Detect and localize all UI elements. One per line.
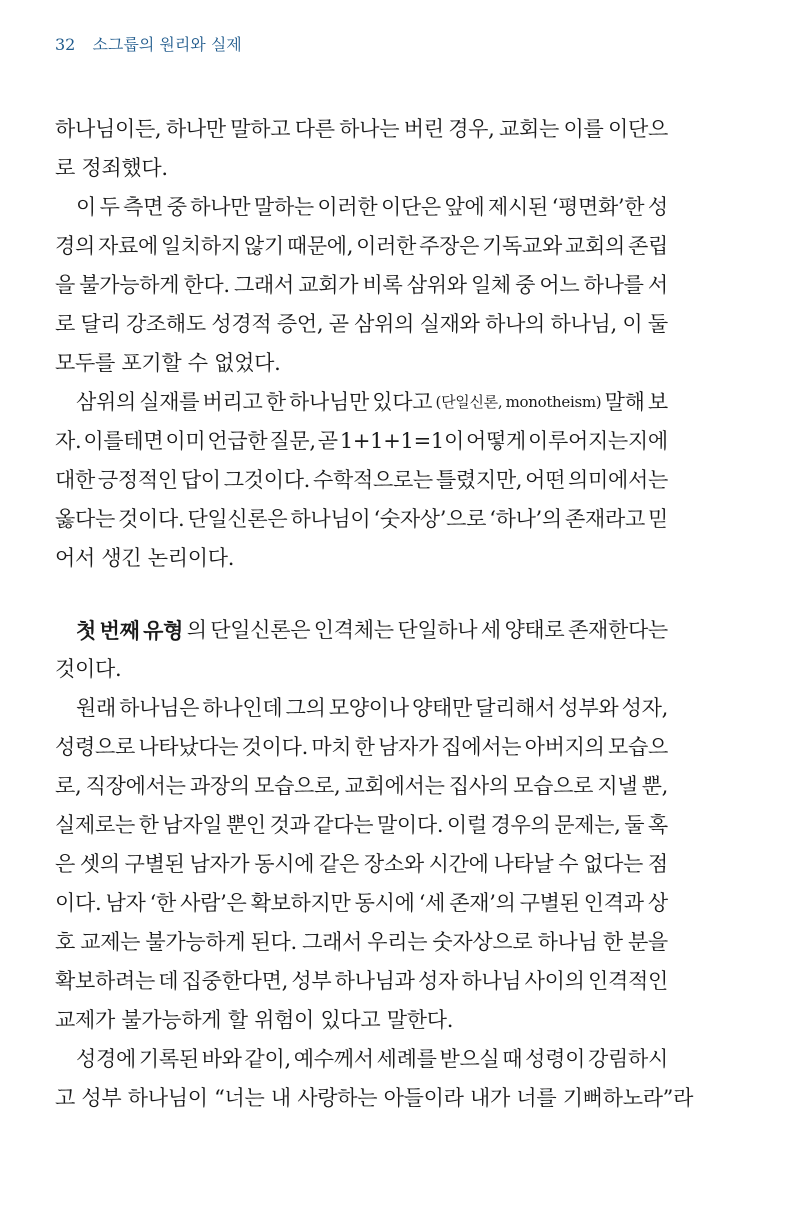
word: 기록된 — [138, 1047, 199, 1071]
word: 양태만 — [412, 696, 472, 720]
word: 의 — [186, 618, 207, 642]
word: 것이다. — [55, 657, 122, 681]
word: 이루어지는지에 — [527, 429, 668, 453]
word: 뿐인 — [225, 813, 266, 837]
word: 한 — [265, 390, 286, 414]
word: 같이, — [244, 1047, 291, 1071]
word: 내 — [270, 1086, 291, 1110]
word: 사이의 — [524, 969, 585, 993]
word: 생긴 — [101, 546, 142, 570]
word: 이를테면 — [83, 429, 164, 453]
word: 한 — [354, 735, 375, 759]
word: 교회가 — [298, 273, 359, 297]
word: 구별된 — [124, 852, 185, 876]
word: 서 — [647, 273, 668, 297]
word: 성경적 — [211, 312, 272, 336]
word: 기뻐하노라”라 — [562, 1086, 694, 1110]
word: 수 — [558, 852, 579, 876]
word: 집에서는 — [441, 735, 522, 759]
text-line — [55, 650, 668, 689]
word: 버린 — [403, 117, 444, 141]
word: 로 — [55, 312, 75, 336]
word: 하나님만 — [289, 390, 369, 414]
word: 모습으로, — [254, 774, 341, 798]
word: 교회의 — [565, 234, 625, 258]
word: 분을 — [627, 930, 668, 954]
paragraph — [55, 689, 668, 1040]
word: 경우, — [448, 117, 495, 141]
word: 하나의 — [485, 312, 546, 336]
word: 이 — [622, 312, 643, 336]
word: 성부와 — [558, 696, 619, 720]
word: 성부 — [291, 969, 332, 993]
word: 하나님이든, — [55, 117, 162, 141]
word: 불가능하게 — [145, 930, 246, 954]
word: 자. — [55, 429, 82, 453]
word: 주장은 — [419, 234, 480, 258]
word: 경의 — [55, 234, 95, 258]
word: 이러한 — [356, 234, 417, 258]
word: 긍정적인 — [97, 468, 178, 492]
word: 구별된 — [519, 891, 580, 915]
word: 이단으 — [608, 117, 668, 141]
word: 성자, — [621, 696, 668, 720]
paragraph — [55, 110, 668, 188]
word: 모양이나 — [328, 696, 409, 720]
word: 우리는 — [367, 930, 428, 954]
word: 둘 — [647, 312, 668, 336]
word: 고 — [55, 1086, 75, 1110]
running-title: 소그룹의 원리와 실제 — [92, 35, 242, 54]
word: 성령으로 — [55, 735, 135, 759]
word: 답이 — [180, 468, 221, 492]
word: 존재’의 — [449, 891, 516, 915]
word: 버리고 — [202, 390, 263, 414]
word: 받으실 — [439, 1047, 500, 1071]
word: 일치하지 — [160, 234, 241, 258]
word: 중 — [515, 273, 536, 297]
word: 마치 — [311, 735, 352, 759]
text-line — [55, 227, 668, 266]
word: 삼위와 — [406, 273, 467, 297]
word: 기독교와 — [482, 234, 563, 258]
word: 하나만 — [190, 195, 251, 219]
word: 실재와 — [419, 312, 480, 336]
word: 바와 — [201, 1047, 242, 1071]
word: 증언, — [276, 312, 324, 336]
text-line — [55, 1001, 668, 1040]
text-line — [55, 305, 668, 344]
word: 하나님과 — [334, 969, 415, 993]
word: 교회는 — [499, 117, 560, 141]
section-gap — [55, 578, 668, 611]
text-line — [55, 266, 668, 305]
text-line — [55, 500, 668, 539]
word: 옳다는 — [55, 507, 115, 531]
word: 언급한 — [207, 429, 268, 453]
word: 보 — [647, 390, 668, 414]
page-number: 32 — [55, 35, 76, 54]
word: 실제로는 — [55, 813, 135, 837]
word: (단일신론, — [435, 393, 503, 411]
word: monotheism) — [505, 393, 602, 411]
text-line — [55, 344, 668, 383]
body-text — [55, 110, 694, 1118]
word: 존재한다는 — [567, 618, 668, 642]
word: 아버지의 — [524, 735, 605, 759]
word: 하나는 — [339, 117, 400, 141]
word: 말하는 — [253, 195, 314, 219]
word: 직장에서는 — [85, 774, 186, 798]
word: 1+1+1=1이 — [339, 429, 464, 453]
word: 같다는 — [313, 813, 374, 837]
word: 어서 — [55, 546, 95, 570]
word: 이 — [76, 195, 96, 219]
word: 뿐, — [641, 774, 668, 798]
word: 나타났다는 — [138, 735, 239, 759]
word: 질문, — [269, 429, 316, 453]
word: ‘숫자상’으로 — [373, 507, 487, 531]
word: 강조해도 — [125, 312, 206, 336]
word: 사람’은 — [180, 891, 247, 915]
text-line — [55, 188, 668, 227]
word: ‘평면화’한 — [551, 195, 645, 219]
word: 그래서 — [234, 273, 295, 297]
word: 성경에 — [76, 1047, 136, 1071]
word: 하나인데 — [202, 696, 283, 720]
word: 상 — [647, 891, 668, 915]
word: 어느 — [539, 273, 580, 297]
text-line — [55, 767, 668, 806]
word: 확보하지만 — [250, 891, 351, 915]
word: 말한다. — [386, 1008, 454, 1032]
word: 하나님은 — [119, 696, 200, 720]
word: 원래 — [76, 696, 116, 720]
word: 비록 — [362, 273, 403, 297]
text-line — [55, 689, 668, 728]
text-line — [55, 1040, 668, 1079]
word: 남자가 — [378, 735, 438, 759]
text-line — [55, 1079, 694, 1118]
word: 모두를 — [55, 351, 115, 375]
word: 이다. — [55, 891, 102, 915]
word: 이를 — [563, 117, 604, 141]
word: 예수께서 — [293, 1047, 374, 1071]
word: 호 — [55, 930, 75, 954]
word: ‘세 — [418, 891, 446, 915]
running-header — [55, 32, 242, 55]
word: 것이다. — [118, 507, 185, 531]
text-line — [55, 461, 668, 500]
word: 때 — [502, 1047, 523, 1071]
text-line — [55, 149, 668, 188]
word: “너는 — [214, 1086, 265, 1110]
word: 하나님이 — [127, 1086, 208, 1110]
word: 중 — [166, 195, 187, 219]
word: 할 — [227, 1008, 248, 1032]
word: 단일하나 — [397, 618, 478, 642]
word: 대한 — [55, 468, 95, 492]
word: 지낼 — [597, 774, 638, 798]
word: 않기 — [243, 234, 284, 258]
word: 것이다. — [241, 735, 308, 759]
word: 하나님, — [550, 312, 617, 336]
word: 이러한 — [317, 195, 378, 219]
word: 존립 — [627, 234, 668, 258]
word: 시간에 — [428, 852, 489, 876]
word: 동시에 — [254, 852, 315, 876]
text-line — [55, 383, 668, 422]
word: 달리해서 — [475, 696, 556, 720]
word: 내가 — [470, 1086, 510, 1110]
word: 포기할 — [121, 351, 182, 375]
word: 점 — [647, 852, 668, 876]
word: 한 — [138, 813, 159, 837]
word: 실재를 — [139, 390, 200, 414]
text-line — [55, 539, 668, 578]
word: 논리이다. — [147, 546, 235, 570]
word: 장소와 — [363, 852, 424, 876]
word: ‘하나’의 — [489, 507, 562, 531]
word: 의미에서는 — [568, 468, 668, 492]
word: 곧 — [328, 312, 349, 336]
word: 셋의 — [79, 852, 120, 876]
word: 일체 — [470, 273, 511, 297]
word: 하나님 — [461, 969, 522, 993]
word: 때문에, — [286, 234, 354, 258]
word: 틀렸지만, — [435, 468, 523, 492]
word: 수학적으로는 — [313, 468, 433, 492]
word: 이단은 — [380, 195, 441, 219]
word: 하나님이 — [290, 507, 371, 531]
word: 과장의 — [189, 774, 250, 798]
word: 위험이 — [254, 1008, 315, 1032]
word: 세례를 — [376, 1047, 437, 1071]
word: 인격체는 — [313, 618, 394, 642]
word: 로, — [55, 774, 82, 798]
word: 성령이 — [525, 1047, 586, 1071]
word: 남자 — [105, 891, 146, 915]
word: 나타날 — [493, 852, 554, 876]
word: 교회에서는 — [344, 774, 445, 798]
word: 다른 — [294, 117, 335, 141]
word: 것과 — [269, 813, 310, 837]
paragraph — [55, 1040, 694, 1118]
word: 단일신론은 — [187, 507, 288, 531]
word: 교제는 — [80, 930, 141, 954]
word: 확보하려는 — [55, 969, 155, 993]
word: 앞에 — [444, 195, 485, 219]
word: 너를 — [516, 1086, 557, 1110]
word: 데 — [158, 969, 179, 993]
emphasis-word: 번째 — [99, 618, 140, 643]
word: 말해 — [604, 390, 645, 414]
word: 제시된 — [488, 195, 549, 219]
paragraph — [55, 611, 668, 689]
word: 세 — [480, 618, 501, 642]
word: 수 — [187, 351, 208, 375]
word: 두 — [99, 195, 120, 219]
word: 동시에 — [354, 891, 415, 915]
word: 사랑하는 — [297, 1086, 378, 1110]
word: 믿 — [648, 507, 668, 531]
word: 혹 — [647, 813, 668, 837]
word: 숫자상으로 — [432, 930, 533, 954]
word: 인격적인 — [587, 969, 668, 993]
word: 한다. — [183, 273, 230, 297]
word: 인격과 — [583, 891, 644, 915]
text-line — [55, 884, 668, 923]
word: 단일신론은 — [210, 618, 311, 642]
text-line — [55, 806, 668, 845]
word: 그의 — [285, 696, 326, 720]
word: ‘한 — [149, 891, 176, 915]
paragraph — [55, 383, 668, 578]
word: 삼위의 — [354, 312, 415, 336]
word: 집사의 — [448, 774, 509, 798]
word: 존재라고 — [564, 507, 645, 531]
emphasis-word: 첫 — [76, 618, 96, 643]
word: 문제는, — [554, 813, 621, 837]
word: 교제가 — [55, 1008, 115, 1032]
word: 은 — [55, 852, 75, 876]
text-line — [55, 728, 668, 767]
emphasis-word: 유형 — [143, 618, 184, 643]
word: 측면 — [123, 195, 164, 219]
text-line — [55, 611, 668, 650]
text-line — [55, 845, 668, 884]
word: 없다는 — [583, 852, 644, 876]
word: 성 — [647, 195, 668, 219]
word: 말하고 — [230, 117, 291, 141]
word: 이럴 — [446, 813, 487, 837]
text-line — [55, 422, 668, 461]
word: 어떤 — [525, 468, 566, 492]
text-line — [55, 962, 668, 1001]
word: 경우의 — [490, 813, 551, 837]
word: 모습으 — [607, 735, 668, 759]
word: 그래서 — [302, 930, 363, 954]
word: 성부 — [81, 1086, 122, 1110]
word: 있다고 — [372, 390, 433, 414]
word: 불가능하게 — [121, 1008, 222, 1032]
word: 양태로 — [504, 618, 565, 642]
word: 하나님 — [537, 930, 598, 954]
word: 말이다. — [376, 813, 444, 837]
word: 자료에 — [97, 234, 158, 258]
word: 삼위의 — [76, 390, 136, 414]
word: 남자일 — [162, 813, 223, 837]
word: 하나만 — [165, 117, 226, 141]
word: 불가능하게 — [79, 273, 180, 297]
word: 같은 — [319, 852, 360, 876]
word: 어떻게 — [465, 429, 526, 453]
text-line — [55, 923, 668, 962]
word: 된다. — [250, 930, 297, 954]
word: 집중한다면, — [181, 969, 288, 993]
word: 모습으로 — [513, 774, 594, 798]
word: 없었다. — [214, 351, 281, 375]
word: 하나를 — [583, 273, 644, 297]
word: 달리 — [80, 312, 121, 336]
word: 곧 — [317, 429, 338, 453]
word: 그것이다. — [223, 468, 311, 492]
word: 성자 — [417, 969, 458, 993]
word: 로 — [55, 156, 75, 180]
word: 한 — [602, 930, 623, 954]
word: 둘 — [624, 813, 645, 837]
word: 남자가 — [189, 852, 250, 876]
word: 있다고 — [320, 1008, 381, 1032]
word: 강림하시 — [588, 1047, 668, 1071]
text-line — [55, 110, 668, 149]
paragraph — [55, 188, 668, 383]
word: 정죄했다. — [81, 156, 168, 180]
word: 을 — [55, 273, 75, 297]
word: 아들이라 — [383, 1086, 464, 1110]
word: 이미 — [165, 429, 206, 453]
